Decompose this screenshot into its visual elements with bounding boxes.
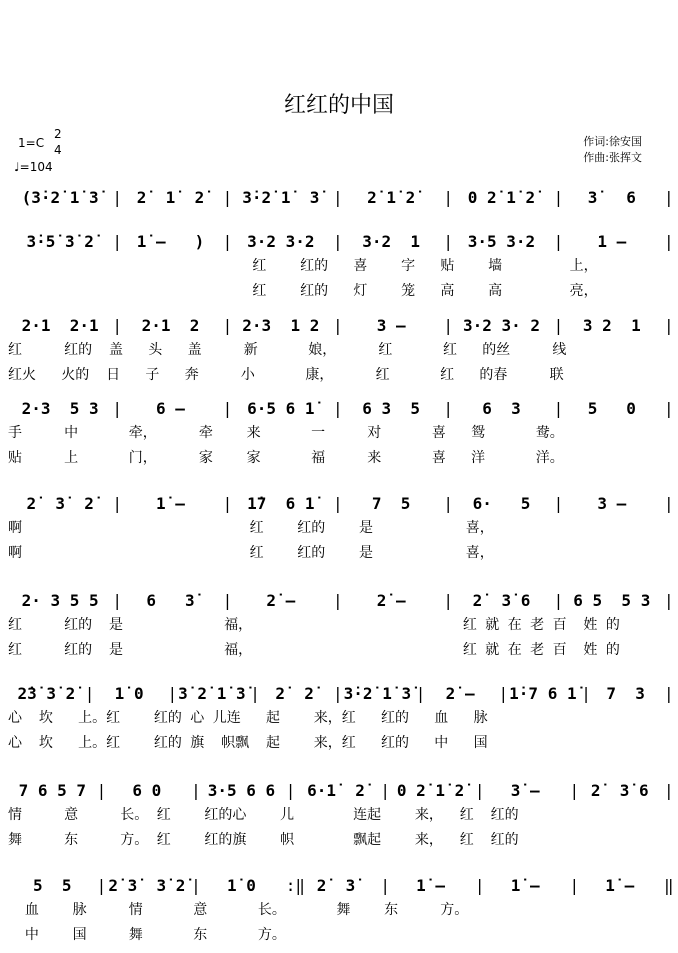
measure: 6 5 5 3 (573, 590, 651, 610)
measure: 0 2̇ 1̇ 2̇ (396, 780, 465, 800)
measure: 6 0 (132, 780, 162, 800)
measure: (3̇·2̇ 1̇ 3̇ (21, 187, 99, 207)
barline: | (443, 398, 453, 418)
measure: 2·1 2 (141, 315, 200, 335)
barline: | (222, 590, 233, 610)
music-system (8, 184, 674, 210)
lyrics-line: 红 红的 是 福， 红 就 在 老 百 姓 的 (8, 642, 620, 658)
barline: | (222, 231, 233, 251)
barline: | (332, 231, 343, 251)
barline: | (96, 780, 107, 800)
barline: | (443, 590, 453, 610)
music-system (8, 395, 674, 471)
barline: | (664, 683, 674, 703)
tempo-marking: ♩=104 (14, 160, 53, 174)
notes-line (8, 587, 674, 613)
measure: 2̇ 3̇ (316, 875, 356, 895)
measure: 6 3 (482, 398, 521, 418)
barline: | (191, 875, 201, 895)
barline: | (569, 780, 580, 800)
barline: | (553, 231, 564, 251)
barline: ‖ (664, 875, 674, 895)
measure: 2· 3 5 5 (21, 590, 99, 610)
measure: 2̇3̇ 3̇ 2̇ (17, 683, 76, 703)
notes-line (8, 395, 674, 421)
measure: 1̇ 0 (226, 875, 256, 895)
barline: | (498, 683, 509, 703)
lyrics-line: 手 中 牵， 牵 来 一 对 喜 鸳 鸯。 (8, 425, 564, 441)
barline: | (553, 187, 564, 207)
measure: 1 – (597, 231, 627, 251)
credits (583, 134, 642, 166)
barline: | (222, 398, 233, 418)
barline: | (663, 493, 674, 513)
barline: | (663, 398, 674, 418)
measure: 1̇ – (156, 493, 185, 513)
notes-line (8, 490, 674, 516)
measure: 3·2 3· 2 (462, 315, 540, 335)
music-system (8, 312, 674, 388)
measure: 7 6 5 7 (18, 780, 86, 800)
measure: 2̇ 2̇ (275, 683, 314, 703)
composer: 作曲:张挥文 (583, 151, 642, 164)
key-signature: 1=C (18, 136, 45, 150)
barline: | (474, 780, 485, 800)
barline: | (96, 875, 107, 895)
measure: 1̇7 6 1̇ (247, 493, 315, 513)
barline: | (191, 780, 201, 800)
barline: | (443, 187, 453, 207)
measure: 3 2 1 (582, 315, 641, 335)
barline: | (112, 231, 122, 251)
music-system (8, 680, 674, 756)
music-system (8, 872, 674, 948)
lyrics-line: 贴 上 门， 家 家 福 来 喜 洋 洋。 (8, 450, 564, 466)
lyrics-line: 红 红的 灯 笼 高 高 亮， (8, 283, 598, 299)
lyrics-line: 啊 红 红的 是 喜， (8, 520, 494, 536)
measure: 7 5 (371, 493, 411, 513)
barline: | (222, 493, 233, 513)
barline: | (569, 875, 580, 895)
measure: 3̇·2̇ 1̇ 3̇ (343, 683, 412, 703)
measure: 3 – (597, 493, 627, 513)
notes-line (8, 872, 674, 898)
notes-line (8, 777, 674, 803)
barline: | (663, 315, 674, 335)
notes-line (8, 228, 674, 254)
measure: 2̇ 1̇ 2̇ (136, 187, 205, 207)
measure: 3̇·5̇ 3̇ 2̇ (26, 231, 94, 251)
barline: | (380, 875, 390, 895)
measure: 2̇ 3̇ 6 (590, 780, 649, 800)
measure: 2̇ 3̇ 6 (472, 590, 531, 610)
barline: | (167, 683, 178, 703)
barline: | (332, 398, 343, 418)
time-sig-bottom: 4 (54, 143, 62, 157)
measure: 3̇ 6 (587, 187, 636, 207)
lyrics-line: 啊 红 红的 是 喜， (8, 545, 494, 561)
measure: 6 3 5 (362, 398, 421, 418)
measure: 1̇ – (416, 875, 446, 895)
measure: 2̇ 3̇ 3̇ 2̇ (108, 875, 186, 895)
measure: 2̇ 3̇ 2̇ (26, 493, 94, 513)
barline: | (443, 493, 453, 513)
measure: 3 – (376, 315, 406, 335)
measure: 1̇ – ) (136, 231, 205, 251)
notes-line (8, 184, 674, 210)
measure: 0 2̇ 1̇ 2̇ (467, 187, 536, 207)
barline: | (553, 398, 564, 418)
lyrics-line: 红 红的 是 福， 红 就 在 老 百 姓 的 (8, 617, 620, 633)
music-system (8, 587, 674, 663)
barline: | (112, 493, 122, 513)
barline: | (443, 231, 453, 251)
barline: | (663, 231, 674, 251)
lyrics-line: 红 红的 喜 字 贴 墙 上， (8, 258, 598, 274)
measure: 6· 5 (472, 493, 531, 513)
measure: 5 5 (33, 875, 72, 895)
measure: 7 3 (606, 683, 645, 703)
measure: 2̇ – (376, 590, 406, 610)
lyrics-line: 舞 东 方。 红 红的旗 帜 飘起 来， 红 红的 (8, 832, 519, 848)
barline: | (222, 187, 233, 207)
measure: 5 0 (587, 398, 636, 418)
barline: | (112, 590, 122, 610)
barline: | (332, 187, 343, 207)
barline: | (112, 398, 122, 418)
barline: | (553, 590, 564, 610)
lyrics-line: 中 国 舞 东 方。 (8, 927, 286, 943)
measure: 1̇ 0 (114, 683, 144, 703)
barline: | (222, 315, 233, 335)
barline: | (443, 315, 453, 335)
barline: | (415, 683, 426, 703)
measure: 2̇ 1̇ 2̇ (367, 187, 416, 207)
music-system (8, 228, 674, 304)
barline: | (112, 315, 122, 335)
measure: 2̇ – (266, 590, 296, 610)
measure: 6 3̇ (146, 590, 195, 610)
barline: | (663, 590, 674, 610)
time-sig-top: 2 (54, 127, 62, 141)
barline: | (285, 780, 296, 800)
measure: 3·2 1 (362, 231, 421, 251)
barline: :‖ (285, 875, 305, 895)
barline: | (553, 493, 564, 513)
music-system (8, 777, 674, 853)
measure: 2·1 2·1 (21, 315, 99, 335)
barline: | (332, 315, 343, 335)
measure: 1̇ – (510, 875, 540, 895)
measure: 6·5 6 1̇ (247, 398, 315, 418)
barline: | (112, 187, 122, 207)
lyrics-line: 心 坎 上。红 红的 心 儿连 起 来，红 红的 血 脉 (8, 710, 488, 726)
barline: | (553, 315, 564, 335)
measure: 2·3 5 3 (21, 398, 99, 418)
barline: | (581, 683, 591, 703)
barline: | (84, 683, 95, 703)
lyrics-line: 心 坎 上。红 红的 旗 帜飘 起 来，红 红的 中 国 (8, 735, 488, 751)
lyrics-line: 情 意 长。 红 红的心 儿 连起 来， 红 红的 (8, 807, 519, 823)
measure: 6·1̇ 2̇ (307, 780, 365, 800)
measure: 3̇ – (510, 780, 540, 800)
notes-line (8, 312, 674, 338)
measure: 3·2 3·2 (247, 231, 315, 251)
measure: 1̇·7 6 1̇ (509, 683, 577, 703)
barline: | (474, 875, 485, 895)
lyricist: 作词:徐安国 (583, 135, 642, 148)
measure: 3·5 3·2 (467, 231, 536, 251)
measure: 3̇ 2̇ 1̇ 3̇ (178, 683, 246, 703)
barline: | (663, 187, 674, 207)
barline: | (332, 493, 343, 513)
lyrics-line: 红 红的 盖 头 盖 新 娘， 红 红 的丝 线 (8, 342, 567, 358)
song-title: 红红的中国 (283, 93, 394, 118)
time-signature (54, 126, 62, 158)
measure: 6 – (156, 398, 185, 418)
barline: | (250, 683, 260, 703)
measure: 2·3 1 2 (242, 315, 320, 335)
barline: | (333, 683, 343, 703)
lyrics-line: 血 脉 情 意 长。 舞 东 方。 (8, 902, 469, 918)
music-system (8, 490, 674, 566)
notes-line (8, 680, 674, 706)
lyrics-line: 红火 火的 日 子 奔 小 康， 红 红 的春 联 (8, 367, 564, 383)
barline: | (332, 590, 343, 610)
barline: | (380, 780, 390, 800)
measure: 1̇ – (605, 875, 635, 895)
measure: 3̇·2̇ 1̇ 3̇ (242, 187, 320, 207)
measure: 3·5 6 6 (207, 780, 276, 800)
barline: | (664, 780, 674, 800)
measure: 2̇ – (445, 683, 475, 703)
